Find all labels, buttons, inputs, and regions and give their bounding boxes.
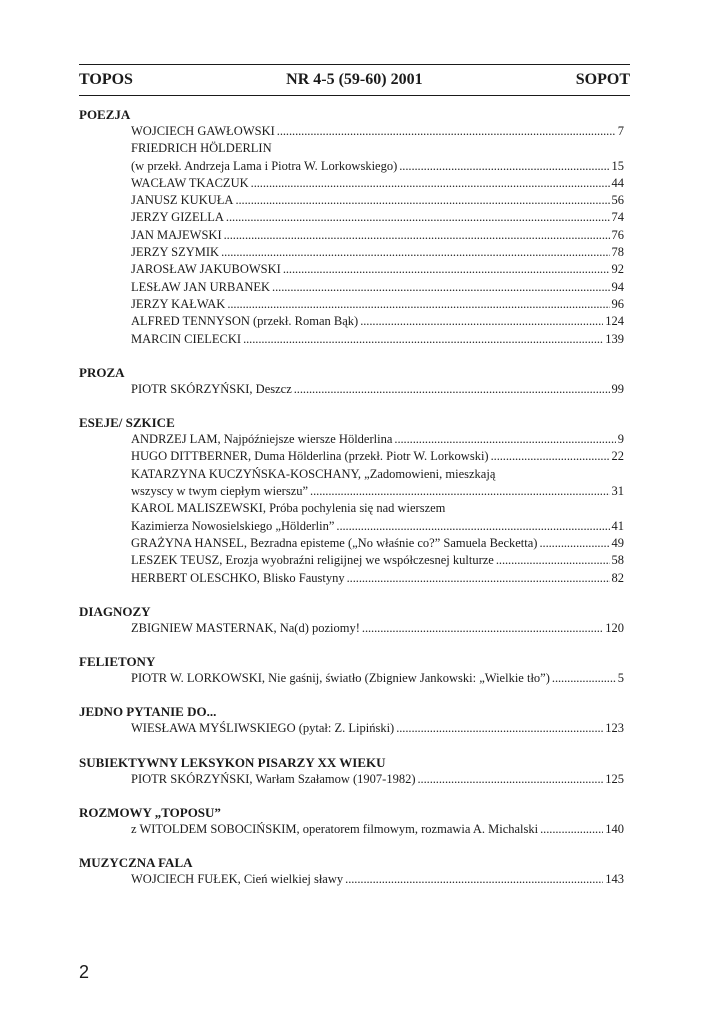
toc-entry — [79, 448, 624, 465]
toc-entry — [79, 313, 624, 330]
entry-page-number: 82 — [611, 570, 624, 585]
entry-page-number: 74 — [611, 210, 624, 225]
toc-entry — [79, 296, 624, 313]
entry-text: WOJCIECH GAWŁOWSKI — [131, 124, 275, 138]
entry-text: JERZY KAŁWAK — [131, 296, 226, 311]
dot-leader — [399, 158, 609, 175]
dot-leader — [394, 431, 615, 448]
entry-page-number: 22 — [611, 449, 624, 464]
toc-section — [79, 364, 624, 398]
toc-entry — [79, 821, 624, 838]
entry-text: ALFRED TENNYSON (przekł. Roman Bąk) — [131, 314, 359, 329]
entry-page-number: 143 — [605, 872, 624, 887]
entry-text: LESZEK TEUSZ, Erozja wyobraźni religijnej we współczesnej kulturze — [131, 553, 494, 568]
toc-entry — [79, 123, 624, 140]
toc-entry — [79, 500, 624, 535]
dot-leader — [235, 192, 609, 209]
dot-leader — [277, 123, 616, 140]
section-title: DIAGNOZY — [79, 603, 151, 619]
entry-text-line: KAROL MALISZEWSKI, Próba pochylenia się nad wierszem — [131, 501, 446, 516]
dot-leader — [418, 771, 604, 788]
toc-entry — [79, 209, 624, 226]
section-title: POEZJA — [79, 107, 131, 122]
toc-section — [79, 106, 624, 348]
entry-page-number: 5 — [617, 671, 624, 686]
entry-page-number: 140 — [605, 822, 624, 837]
toc-section — [79, 754, 624, 788]
toc-section — [79, 414, 624, 587]
toc-entry — [79, 140, 624, 175]
dot-leader — [243, 331, 603, 348]
entry-text: WOJCIECH FUŁEK, Cień wielkiej sławy — [131, 872, 344, 887]
entry-text: LESŁAW JAN URBANEK — [131, 279, 271, 294]
entry-text: JANUSZ KUKUŁA — [131, 193, 234, 208]
dot-leader — [539, 535, 609, 552]
entry-page-number: 7 — [617, 124, 624, 138]
toc-section — [79, 603, 624, 637]
entry-page-number: 49 — [611, 535, 624, 550]
toc-entry — [79, 771, 624, 788]
entry-text: JAROSŁAW JAKUBOWSKI — [131, 262, 281, 277]
dot-leader — [540, 821, 603, 838]
dot-leader — [360, 313, 603, 330]
dot-leader — [336, 518, 609, 535]
toc-entry — [79, 244, 624, 261]
entry-text-line: FRIEDRICH HÖLDERLIN — [131, 141, 272, 156]
running-header — [79, 64, 630, 96]
entry-page-number: 120 — [605, 620, 624, 635]
entry-text: wszyscy w twym ciepłym wierszu” — [131, 484, 309, 499]
entry-page-number: 94 — [611, 279, 624, 294]
toc-entry — [79, 192, 624, 209]
entry-page-number: 9 — [617, 432, 624, 447]
entry-page-number: 92 — [611, 262, 624, 277]
toc-entry — [79, 570, 624, 587]
dot-leader — [221, 244, 609, 261]
dot-leader — [347, 570, 610, 587]
toc-section — [79, 854, 624, 888]
entry-page-number: 44 — [611, 175, 624, 190]
section-title: ESEJE/ SZKICE — [79, 415, 175, 431]
entry-page-number: 58 — [611, 553, 624, 568]
table-of-contents — [79, 106, 624, 905]
toc-entry — [79, 261, 624, 278]
entry-text: z WITOLDEM SOBOCIŃSKIM, operatorem filmowym, rozmawia A. Michalski — [131, 822, 539, 837]
entry-text: ZBIGNIEW MASTERNAK, Na(d) poziomy! — [131, 620, 360, 635]
journal-title: TOPOS — [79, 71, 133, 88]
entry-text: (w przekł. Andrzeja Lama i Piotra W. Lorkowskiego) — [131, 158, 398, 173]
dot-leader — [283, 261, 610, 278]
dot-leader — [396, 720, 603, 737]
section-title: FELIETONY — [79, 654, 156, 670]
entry-text: WIESŁAWA MYŚLIWSKIEGO (pytał: Z. Lipiński) — [131, 721, 395, 736]
entry-text-line: KATARZYNA KUCZYŃSKA-KOSCHANY, „Zadomowieni, mieszkają — [131, 466, 496, 481]
entry-page-number: 99 — [611, 381, 624, 396]
entry-text: Kazimierza Nowosielskiego „Hölderlin” — [131, 518, 335, 533]
dot-leader — [224, 227, 610, 244]
toc-entry — [79, 175, 624, 192]
entry-page-number: 41 — [611, 518, 624, 533]
entry-text: WACŁAW TKACZUK — [131, 175, 249, 190]
dot-leader — [226, 209, 610, 226]
entry-text: JERZY GIZELLA — [131, 210, 224, 225]
toc-entry — [79, 670, 624, 687]
entry-text: JERZY SZYMIK — [131, 245, 220, 260]
section-title: MUZYCZNA FALA — [79, 855, 193, 871]
issue-number: NR 4-5 (59-60) 2001 — [286, 71, 423, 88]
dot-leader — [552, 670, 616, 687]
section-title: JEDNO PYTANIE DO... — [79, 704, 217, 720]
entry-page-number: 124 — [605, 314, 624, 329]
entry-text: ANDRZEJ LAM, Najpóźniejsze wiersze Hölderlina — [131, 432, 393, 447]
dot-leader — [294, 381, 610, 398]
entry-text: PIOTR W. LORKOWSKI, Nie gaśnij, światło (Zbigniew Jankowski: „Wielkie tło”) — [131, 671, 550, 686]
dot-leader — [345, 871, 603, 888]
dot-leader — [251, 175, 610, 192]
entry-text: HERBERT OLESCHKO, Blisko Faustyny — [131, 570, 345, 585]
dot-leader — [491, 448, 610, 465]
toc-entry — [79, 381, 624, 398]
entry-page-number: 15 — [611, 158, 624, 173]
toc-entry — [79, 871, 624, 888]
dot-leader — [227, 296, 609, 313]
entry-page-number: 56 — [611, 193, 624, 208]
section-title: SUBIEKTYWNY LEKSYKON PISARZY XX WIEKU — [79, 754, 386, 770]
toc-section — [79, 703, 624, 737]
entry-page-number: 125 — [605, 771, 624, 786]
toc-entry — [79, 279, 624, 296]
section-title: PROZA — [79, 364, 125, 380]
entry-text: PIOTR SKÓRZYŃSKI, Warłam Szałamow (1907-1982) — [131, 771, 416, 786]
place-name: SOPOT — [575, 71, 630, 88]
toc-entry — [79, 535, 624, 552]
entry-text: JAN MAJEWSKI — [131, 227, 222, 242]
page-number: 2 — [79, 962, 90, 982]
dot-leader — [272, 279, 609, 296]
toc-entry — [79, 431, 624, 448]
toc-section — [79, 804, 624, 838]
entry-text: HUGO DITTBERNER, Duma Hölderlina (przekł. Piotr W. Lorkowski) — [131, 449, 489, 464]
toc-entry — [79, 331, 624, 348]
dot-leader — [310, 483, 609, 500]
entry-page-number: 96 — [611, 296, 624, 311]
toc-entry — [79, 720, 624, 737]
toc-entry — [79, 227, 624, 244]
entry-text: GRAŻYNA HANSEL, Bezradna episteme („No właśnie co?” Samuela Becketta) — [131, 535, 538, 550]
dot-leader — [362, 620, 603, 637]
toc-entry — [79, 466, 624, 501]
toc-entry — [79, 552, 624, 569]
toc-section — [79, 653, 624, 687]
entry-page-number: 76 — [611, 227, 624, 242]
entry-page-number: 31 — [611, 484, 624, 499]
section-title: ROZMOWY „TOPOSU” — [79, 805, 221, 821]
entry-page-number: 123 — [605, 721, 624, 736]
dot-leader — [496, 552, 610, 569]
entry-page-number: 78 — [611, 245, 624, 260]
toc-entry — [79, 620, 624, 637]
entry-page-number: 139 — [605, 331, 624, 346]
entry-text: PIOTR SKÓRZYŃSKI, Deszcz — [131, 381, 292, 396]
entry-text: MARCIN CIELECKI — [131, 331, 242, 346]
